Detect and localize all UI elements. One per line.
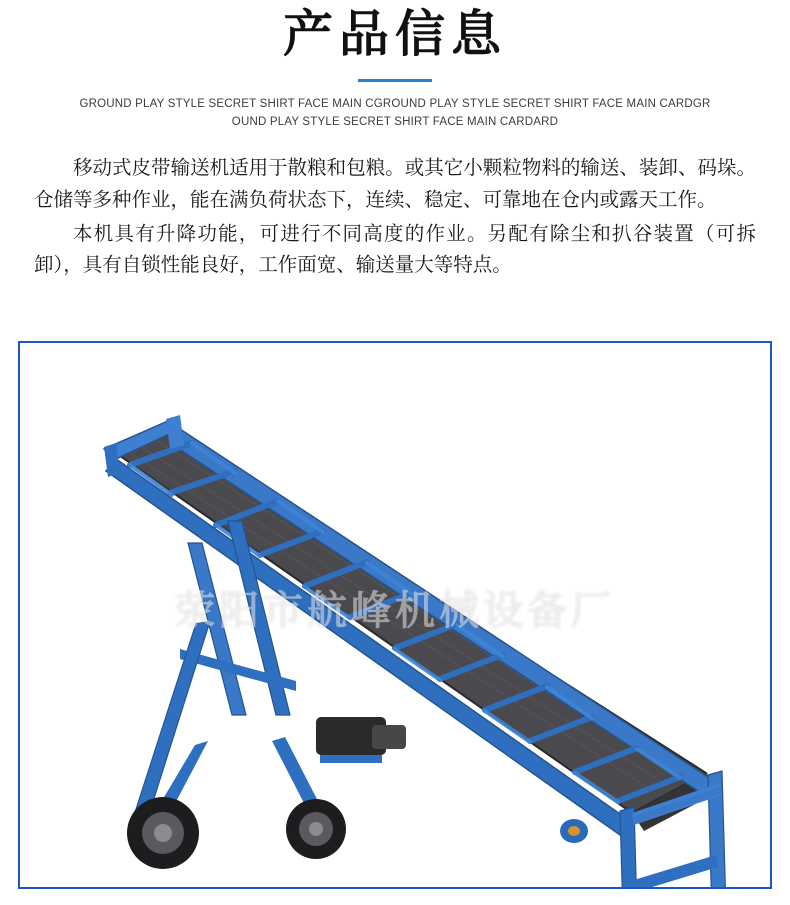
- page-title: 产品信息: [283, 5, 507, 63]
- product-description: [34, 152, 756, 280]
- description-paragraph-1: 移动式皮带输送机适用于散粮和包粮。或其它小颗粒物料的输送、装卸、码垛。仓储等多种作业，能在满负荷状态下，连续、稳定、可靠地在仓内或露天工作。: [34, 156, 756, 212]
- page-header: [0, 0, 790, 132]
- subtitle-line-2: OUND PLAY STYLE SECRET SHIRT FACE MAIN CARDARD: [231, 116, 559, 129]
- product-image-frame: [18, 341, 772, 889]
- watermark-text: 荥阳市航峰机械设备厂: [175, 588, 615, 634]
- subtitle-line-1: GROUND PLAY STYLE SECRET SHIRT FACE MAIN CGROUND PLAY STYLE SECRET SHIRT FACE MAIN CARDGR: [79, 97, 711, 110]
- product-photo: [20, 343, 770, 887]
- title-underline-rule: [358, 79, 432, 82]
- description-paragraph-2: 本机具有升降功能，可进行不同高度的作业。另配有除尘和扒谷装置（可拆卸），具有自锁性能良好，工作面宽、输送量大等特点。: [34, 221, 756, 277]
- conveyor-machine-illustration: [20, 343, 770, 887]
